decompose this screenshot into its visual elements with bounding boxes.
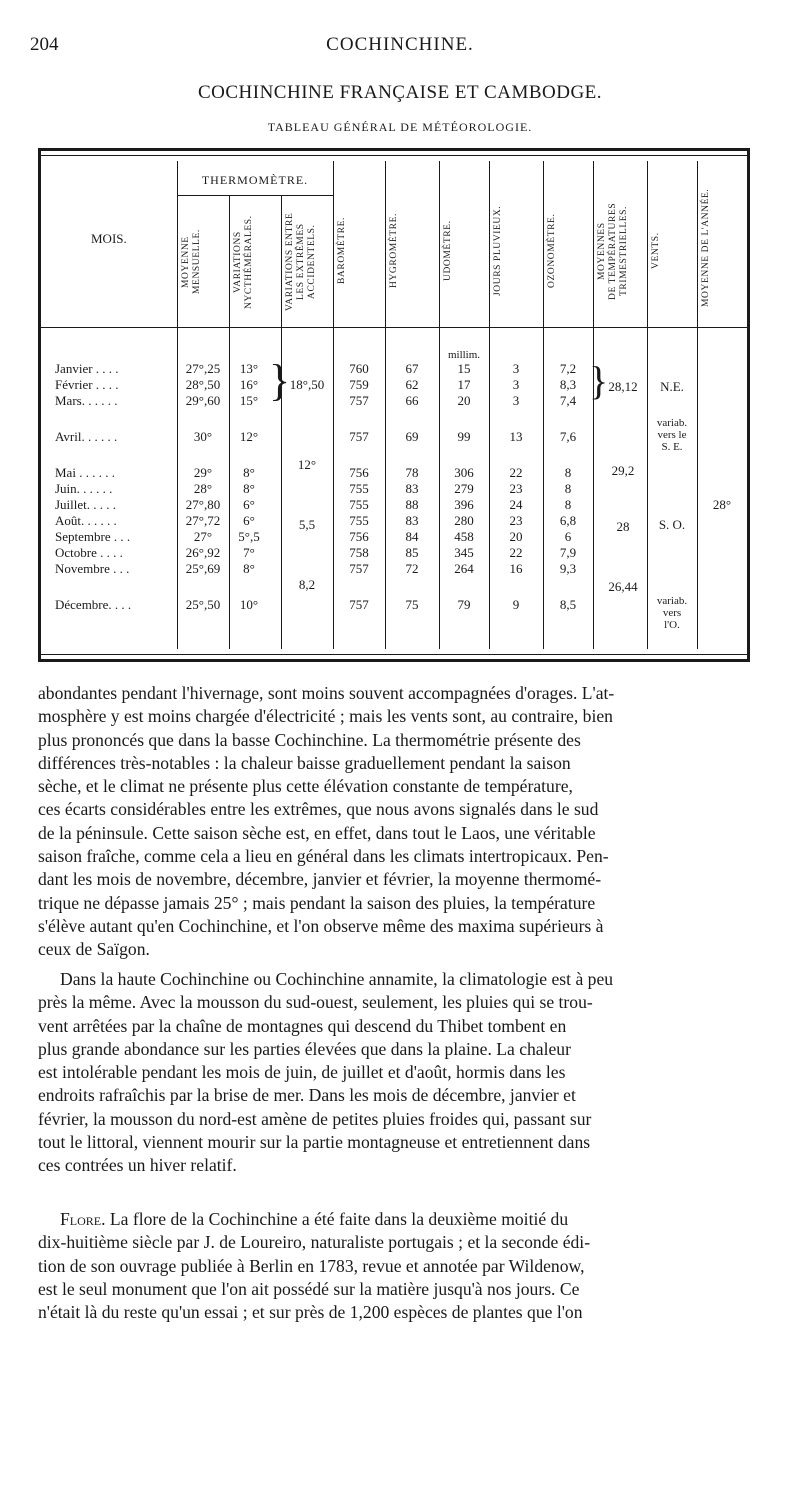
brace-symbol: }	[589, 358, 609, 403]
vent-label: N.E.	[660, 379, 684, 394]
paragraph-haute-cochinchine: Dans la haute Cochinchine ou Cochinchine annamite, la climatologie est à peu près la même. Avec la mousson du sud-ouest, seulement, les pluies qui se trou- vent arrêtées par la chaîne de montagnes qui descend du Thibet tombent en plus grande abondance sur les parties élevées que dans la plaine. La chaleur est intolérable pendant les mois de juin, de juillet et d'août, hormis dans les endroits rafraîchis par la brise de mer. Dans les mois de décembre, janvier et février, la mousson du nord-est amène de petites pluies froides qui, passant sur tout le littoral, viennent mourir sur la partie montagneuse et entretiennent dans ces contrées un hiver relatif.	[38, 969, 614, 1176]
vent-label: S. E.	[661, 441, 683, 453]
section-title: COCHINCHINE FRANÇAISE ET CAMBODGE.	[197, 82, 603, 103]
col-header-moyenne-annee: MOYENNE DE L'ANNÉE.	[701, 188, 711, 308]
thermometre-group-header: THERMOMÈTRE.	[201, 173, 309, 187]
page-header	[0, 34, 800, 64]
table-inner-bottom-rule	[41, 654, 747, 655]
running-head: COCHINCHINE.	[326, 34, 474, 55]
extremes-value: 8,2	[298, 577, 316, 592]
paragraph-flore: Flore. La flore de la Cochinchine a été faite dans la deuxième moitié du dix-huitième siècle par J. de Loureiro, naturaliste portugais ; et la seconde édi- tion de son ouvrage publiée à Berlin en 1783, revue et annotée par Wildenow, est le seul monument que l'on ait possédé sur la matière jusqu'à nos jours. Ce n'était là du reste qu'un essai ; et sur près de 1,200 espèces de plantes que l'on	[38, 1209, 591, 1323]
vent-label: variab.	[656, 595, 688, 607]
vent-label: vers	[662, 607, 682, 619]
vent-label: variab.	[656, 417, 688, 429]
header-rule	[41, 327, 747, 328]
table-caption: TABLEAU GÉNÉRAL DE MÉTÉOROLOGIE.	[267, 120, 533, 134]
flore-lead: Flore.	[60, 1209, 106, 1229]
extremes-value: 18°,50	[289, 377, 325, 392]
extremes-value: 5,5	[298, 517, 316, 532]
trimestrielle-value: 28,12	[608, 379, 638, 394]
col-header-moyenne-mensuelle: MOYENNE MENSUELLE.	[181, 229, 202, 295]
meteorology-table: THERMOMÈTRE. MOIS. MOYENNE MENSUELLE. VARIATIONS NYCTHÉMÉRALES. VARIATIONS ENTRE LES EXTRÊMES ACCIDENTELS. BAROMÈTRE. HYGROMÈTRE. UDOMÈTRE. JOURS PLUVIEUX. OZONOMÈTRE. MOYENNES DE TEMPÉRATURES TRIMESTRIELLES. VENTS. MOYENNE DE L'ANNÉE. millim. Janvier . . . . 27°,25 13° 760 67 15 3 7,2 Février . . . . 28°,50 16° 759 62 17 3 8,3 Mars. . . . . . 29°,60 15° 757 66 20 3 7,4 Avril. . . . . . 30° 12° 757 69 99 13 7,6 Mai . . . . . . 29° 8° 756 78 306 22 8 Juin. . . . . . 28° 8° 755 83 279 23 8 Juillet. . . . . 27°,80 6° 755 88 396 24 8 Août. . . . . . 27°,72 6° 755 83 280 23 6,8 Septembre . . . 27° 5°,5 756 84 458 20 6 Octobre . . . . 26°,92 7° 758 85 345 22 7,9 Novembre . . . 25°,69 8° 757 72 264 16 9,3 Décembre. . . . 25°,50 10° 757 75 79 9 8,5 } 18°,50 12° 5,5 8,2 } 28,12 29,2 28 26,44 N.E. variab. vers le S. E. S. O. variab. vers l'O. 28°	[38, 148, 750, 662]
col-header-hygrometre: HYGROMÈTRE.	[389, 213, 399, 289]
col-header-moyennes-trimestrielles: MOYENNES DE TEMPÉRATURES TRIMESTRIELLES.	[597, 202, 629, 300]
mois-header: MOIS.	[91, 231, 127, 246]
extremes-value: 12°	[297, 457, 317, 472]
udometre-unit: millim.	[447, 349, 481, 361]
col-header-jours-pluvieux: JOURS PLUVIEUX.	[493, 205, 503, 297]
col-header-barometre: BAROMÈTRE.	[337, 217, 347, 285]
col-header-ozonometre: OZONOMÈTRE.	[547, 213, 557, 289]
brace-symbol: }	[269, 356, 291, 405]
column-rule	[697, 161, 698, 649]
vent-label: l'O.	[664, 619, 680, 631]
page-number: 204	[30, 34, 59, 55]
column-rule	[229, 195, 230, 649]
column-rule	[647, 161, 648, 649]
moyenne-annee-value: 28°	[712, 497, 732, 512]
vent-label: S. O.	[658, 517, 686, 532]
vent-label: vers le	[657, 429, 687, 441]
group-rule	[177, 195, 333, 196]
col-header-variations-extremes: VARIATIONS ENTRE LES EXTRÊMES ACCIDENTELS.	[285, 212, 317, 312]
trimestrielle-value: 29,2	[611, 463, 635, 478]
table-inner-top-rule	[41, 155, 747, 156]
paragraph-continued: abondantes pendant l'hivernage, sont moins souvent accompagnées d'orages. L'at- mosphère y est moins chargée d'électricité ; mais les vents sont, au contraire, bien plus prononcés que dans la basse Cochinchine. La thermométrie présente des différences très-notables : la chaleur baisse graduellement pendant la saison sèche, et le climat ne présente plus cette élévation constante de température, ces écarts considérables entre les extrêmes, que nous avons signalés dans le sud de la péninsule. Cette saison sèche est, en effet, dans tout le Laos, une véritable saison fraîche, comme cela a lieu en général dans les climats intertropicaux. Pen- dant les mois de novembre, décembre, janvier et février, la moyenne thermomé- trique ne dépasse jamais 25° ; mais pendant la saison des pluies, la température s'élève autant qu'en Cochinchine, et l'on observe même des maxima supérieurs à ceux de Saïgon.	[38, 683, 615, 960]
col-header-variations-nycthemerales: VARIATIONS NYCTHÉMÉRALES.	[233, 215, 254, 309]
col-header-vents: VENTS.	[651, 232, 661, 270]
trimestrielle-value: 26,44	[608, 579, 638, 594]
trimestrielle-value: 28	[616, 519, 630, 534]
col-header-udometre: UDOMÈTRE.	[443, 220, 453, 282]
column-rule	[593, 161, 594, 649]
